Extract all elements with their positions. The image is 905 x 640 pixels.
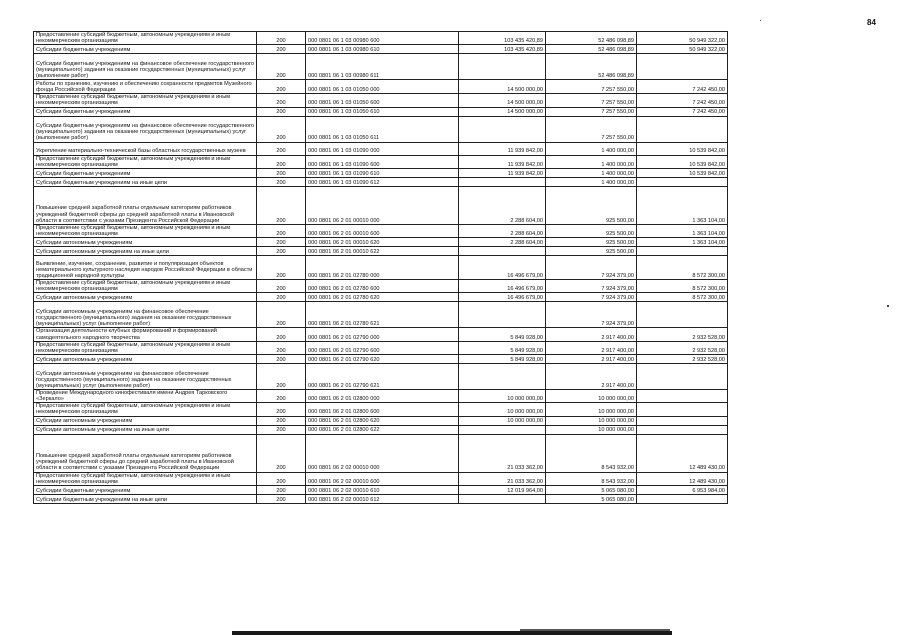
cell-v2: 7 257 550,00 xyxy=(546,116,637,142)
table-row xyxy=(34,32,728,45)
cell-code: 200 xyxy=(257,177,306,186)
cell-kcsr: 000 0801 06 2 01 02780 600 xyxy=(306,280,459,293)
table-row xyxy=(34,116,728,142)
cell-name: Субсидии бюджетным учреждениям xyxy=(34,168,257,177)
cell-v3: 50 949 322,00 xyxy=(637,45,728,54)
cell-v3: 1 363 104,00 xyxy=(637,224,728,237)
cell-v2: 1 400 000,00 xyxy=(546,142,637,155)
table-row xyxy=(34,247,728,256)
cell-name: Предоставление субсидий бюджетным, автономным учреждениям и иным некоммерческим организациям xyxy=(34,32,257,45)
scan-edge-bar xyxy=(232,631,672,635)
cell-name: Предоставление субсидий бюджетным, автономным учреждениям и иным некоммерческим организациям xyxy=(34,472,257,485)
cell-v2: 1 400 000,00 xyxy=(546,168,637,177)
cell-code: 200 xyxy=(257,238,306,247)
cell-code: 200 xyxy=(257,485,306,494)
cell-v3: 12 489 430,00 xyxy=(637,472,728,485)
cell-kcsr: 000 0801 06 2 01 00010 600 xyxy=(306,224,459,237)
cell-name: Субсидии автономным учреждениям на финансовое обеспечение государственного (муниципального) задания на оказание государственных (муниципальных) услуг (выполнение работ) xyxy=(34,363,257,389)
cell-v3: 2 932 528,00 xyxy=(637,341,728,354)
cell-v1: 11 939 842,00 xyxy=(459,142,546,155)
cell-v1: 16 496 679,00 xyxy=(459,280,546,293)
cell-v3 xyxy=(637,494,728,503)
cell-v2: 925 500,00 xyxy=(546,238,637,247)
cell-v2: 7 257 550,00 xyxy=(546,94,637,107)
cell-v2: 925 500,00 xyxy=(546,186,637,224)
cell-name: Повышение средней заработной платы отдельным категориям работников учреждений бюджетной сферы до средней заработной платы в Ивановской области в соответствии с указами Президента Российской Федерации xyxy=(34,186,257,224)
cell-code: 200 xyxy=(257,186,306,224)
cell-v1: 5 849 928,00 xyxy=(459,341,546,354)
cell-kcsr: 000 0801 06 2 01 02800 000 xyxy=(306,389,459,402)
cell-code: 200 xyxy=(257,45,306,54)
cell-v3: 10 539 842,00 xyxy=(637,168,728,177)
cell-v3 xyxy=(637,247,728,256)
cell-v3: 10 539 842,00 xyxy=(637,142,728,155)
cell-v3 xyxy=(637,425,728,434)
cell-kcsr: 000 0801 06 1 03 01090 000 xyxy=(306,142,459,155)
cell-name: Повышение средней заработной платы отдельным категориям работников учреждений бюджетной сферы до средней заработной платы в Ивановской области в соответствии с указами Президента Российской Федерации xyxy=(34,434,257,472)
cell-code: 200 xyxy=(257,224,306,237)
cell-v2: 1 400 000,00 xyxy=(546,155,637,168)
cell-v1: 5 849 928,00 xyxy=(459,354,546,363)
cell-kcsr: 000 0801 06 1 03 01090 612 xyxy=(306,177,459,186)
cell-v1: 2 288 604,00 xyxy=(459,238,546,247)
cell-v3: 2 932 528,00 xyxy=(637,354,728,363)
cell-v3: 6 953 984,00 xyxy=(637,485,728,494)
cell-kcsr: 000 0801 06 2 02 00010 600 xyxy=(306,472,459,485)
cell-v3: 1 363 104,00 xyxy=(637,238,728,247)
cell-kcsr: 000 0801 06 2 02 00010 612 xyxy=(306,494,459,503)
table-row xyxy=(34,328,728,341)
cell-name: Предоставление субсидий бюджетным, автономным учреждениям и иным некоммерческим организациям xyxy=(34,341,257,354)
cell-v3: 50 949 322,00 xyxy=(637,32,728,45)
cell-code: 200 xyxy=(257,293,306,302)
cell-v1: 14 500 000,00 xyxy=(459,80,546,94)
cell-v3: 8 572 300,00 xyxy=(637,293,728,302)
cell-v2: 5 065 080,00 xyxy=(546,485,637,494)
cell-name: Предоставление субсидий бюджетным, автономным учреждениям и иным некоммерческим организациям xyxy=(34,224,257,237)
cell-name: Субсидии бюджетным учреждениям на иные цели xyxy=(34,494,257,503)
cell-v3: 8 572 300,00 xyxy=(637,280,728,293)
cell-v1: 11 939 842,00 xyxy=(459,168,546,177)
scan-speck xyxy=(887,305,889,307)
table-row xyxy=(34,472,728,485)
cell-v2: 2 917 400,00 xyxy=(546,341,637,354)
cell-kcsr: 000 0801 06 2 02 00010 610 xyxy=(306,485,459,494)
cell-name: Работы по хранению, изучению и обеспечению сохранности предметов Музейного фонда Российской Федерации xyxy=(34,80,257,94)
cell-code: 200 xyxy=(257,403,306,416)
table-row xyxy=(34,434,728,472)
cell-v2: 7 257 550,00 xyxy=(546,80,637,94)
cell-name: Проведение Международного кинофестиваля имени Андрея Тарковского «Зеркало» xyxy=(34,389,257,402)
cell-name: Предоставление субсидий бюджетным, автономным учреждениям и иным некоммерческим организациям xyxy=(34,280,257,293)
scan-speck xyxy=(760,20,761,21)
table-row xyxy=(34,224,728,237)
cell-name: Субсидии автономным учреждениям на иные цели xyxy=(34,247,257,256)
cell-kcsr: 000 0801 06 1 03 01050 610 xyxy=(306,107,459,116)
cell-code: 200 xyxy=(257,302,306,328)
cell-v1: 10 000 000,00 xyxy=(459,416,546,425)
table-row xyxy=(34,302,728,328)
cell-code: 200 xyxy=(257,416,306,425)
cell-v1: 21 033 362,00 xyxy=(459,434,546,472)
cell-v2: 8 543 932,00 xyxy=(546,472,637,485)
page-number: 84 xyxy=(867,18,876,27)
cell-kcsr: 000 0801 06 1 03 01050 611 xyxy=(306,116,459,142)
cell-v3: 7 242 450,00 xyxy=(637,107,728,116)
cell-v1: 10 000 000,00 xyxy=(459,389,546,402)
cell-kcsr: 000 0801 06 2 01 02790 621 xyxy=(306,363,459,389)
cell-v1: 103 435 420,89 xyxy=(459,45,546,54)
cell-v1 xyxy=(459,302,546,328)
cell-v2: 925 500,00 xyxy=(546,247,637,256)
cell-v1 xyxy=(459,247,546,256)
cell-name: Субсидии автономным учреждениям xyxy=(34,416,257,425)
cell-code: 200 xyxy=(257,328,306,341)
table-row xyxy=(34,354,728,363)
table-row xyxy=(34,45,728,54)
cell-name: Субсидии автономным учреждениям на финансовое обеспечение государственного (муниципального) задания на оказание государственных (муниципальных) услуг (выполнение работ) xyxy=(34,302,257,328)
cell-kcsr: 000 0801 06 2 01 02780 620 xyxy=(306,293,459,302)
cell-v1: 5 849 928,00 xyxy=(459,328,546,341)
cell-v2: 8 543 932,00 xyxy=(546,434,637,472)
cell-v2: 2 917 400,00 xyxy=(546,354,637,363)
cell-name: Субсидии бюджетным учреждениям на финансовое обеспечение государственного (муниципального) задания на оказание государственных (муниципальных) услуг (выполнение работ) xyxy=(34,54,257,80)
cell-v2: 52 486 098,89 xyxy=(546,45,637,54)
cell-v1 xyxy=(459,425,546,434)
cell-v2: 10 000 000,00 xyxy=(546,403,637,416)
table-row xyxy=(34,186,728,224)
cell-name: Субсидии автономным учреждениям xyxy=(34,293,257,302)
budget-table xyxy=(33,31,728,504)
cell-v3 xyxy=(637,363,728,389)
table-row xyxy=(34,485,728,494)
cell-code: 200 xyxy=(257,54,306,80)
table-row xyxy=(34,363,728,389)
cell-kcsr: 000 0801 06 2 01 02790 620 xyxy=(306,354,459,363)
cell-code: 200 xyxy=(257,80,306,94)
cell-name: Субсидии бюджетным учреждениям на иные цели xyxy=(34,177,257,186)
table-row xyxy=(34,142,728,155)
cell-v2: 7 924 379,00 xyxy=(546,302,637,328)
cell-code: 200 xyxy=(257,168,306,177)
table-row xyxy=(34,494,728,503)
cell-v3: 1 363 104,00 xyxy=(637,186,728,224)
scan-edge-bar-thin xyxy=(520,629,670,631)
cell-code: 200 xyxy=(257,256,306,280)
cell-kcsr: 000 0801 06 2 01 00010 000 xyxy=(306,186,459,224)
cell-v2: 7 924 379,00 xyxy=(546,280,637,293)
cell-code: 200 xyxy=(257,494,306,503)
cell-v2: 10 000 000,00 xyxy=(546,416,637,425)
table-row xyxy=(34,80,728,94)
cell-kcsr: 000 0801 06 1 03 01050 000 xyxy=(306,80,459,94)
cell-v3: 10 539 842,00 xyxy=(637,155,728,168)
table-row xyxy=(34,389,728,402)
cell-v2: 2 917 400,00 xyxy=(546,328,637,341)
cell-kcsr: 000 0801 06 1 03 01050 600 xyxy=(306,94,459,107)
cell-v2: 1 400 000,00 xyxy=(546,177,637,186)
cell-kcsr: 000 0801 06 2 01 00010 620 xyxy=(306,238,459,247)
cell-name: Субсидии бюджетным учреждениям xyxy=(34,107,257,116)
cell-kcsr: 000 0801 06 2 01 02780 621 xyxy=(306,302,459,328)
cell-v2: 10 000 000,00 xyxy=(546,389,637,402)
cell-code: 200 xyxy=(257,94,306,107)
table-row xyxy=(34,403,728,416)
cell-v3 xyxy=(637,302,728,328)
cell-v2: 7 924 379,00 xyxy=(546,293,637,302)
cell-kcsr: 000 0801 06 1 03 00980 610 xyxy=(306,45,459,54)
cell-v3 xyxy=(637,54,728,80)
cell-name: Предоставление субсидий бюджетным, автономным учреждениям и иным некоммерческим организациям xyxy=(34,155,257,168)
cell-v1 xyxy=(459,54,546,80)
cell-v1 xyxy=(459,177,546,186)
cell-v2: 52 486 098,89 xyxy=(546,32,637,45)
cell-v1: 103 435 420,89 xyxy=(459,32,546,45)
cell-v2: 7 924 379,00 xyxy=(546,256,637,280)
cell-code: 200 xyxy=(257,472,306,485)
table-row xyxy=(34,177,728,186)
cell-kcsr: 000 0801 06 2 01 02790 600 xyxy=(306,341,459,354)
cell-v3 xyxy=(637,116,728,142)
cell-v1: 11 939 842,00 xyxy=(459,155,546,168)
cell-code: 200 xyxy=(257,116,306,142)
cell-kcsr: 000 0801 06 2 01 02800 600 xyxy=(306,403,459,416)
table-row xyxy=(34,94,728,107)
cell-code: 200 xyxy=(257,142,306,155)
cell-code: 200 xyxy=(257,434,306,472)
cell-kcsr: 000 0801 06 1 03 01090 610 xyxy=(306,168,459,177)
table-row xyxy=(34,341,728,354)
cell-v1: 16 496 679,00 xyxy=(459,293,546,302)
cell-v1 xyxy=(459,363,546,389)
cell-name: Субсидии автономным учреждениям xyxy=(34,238,257,247)
cell-code: 200 xyxy=(257,32,306,45)
cell-name: Организация деятельности клубных формирований и формирований самодеятельного народного творчества xyxy=(34,328,257,341)
cell-v1: 14 500 000,00 xyxy=(459,107,546,116)
table-row xyxy=(34,168,728,177)
table-row xyxy=(34,416,728,425)
cell-v1: 12 019 964,00 xyxy=(459,485,546,494)
cell-kcsr: 000 0801 06 2 01 02790 000 xyxy=(306,328,459,341)
cell-v1: 21 033 362,00 xyxy=(459,472,546,485)
cell-v3: 8 572 300,00 xyxy=(637,256,728,280)
cell-name: Субсидии бюджетным учреждениям на финансовое обеспечение государственного (муниципального) задания на оказание государственных (муниципальных) услуг (выполнение работ) xyxy=(34,116,257,142)
cell-v3: 7 242 450,00 xyxy=(637,94,728,107)
cell-kcsr: 000 0801 06 2 01 02800 622 xyxy=(306,425,459,434)
table-row xyxy=(34,155,728,168)
cell-v1 xyxy=(459,494,546,503)
cell-code: 200 xyxy=(257,155,306,168)
cell-name: Субсидии бюджетным учреждениям xyxy=(34,485,257,494)
cell-v2: 5 065 080,00 xyxy=(546,494,637,503)
cell-v3: 12 489 430,00 xyxy=(637,434,728,472)
cell-code: 200 xyxy=(257,280,306,293)
cell-kcsr: 000 0801 06 1 03 00980 611 xyxy=(306,54,459,80)
cell-v3 xyxy=(637,389,728,402)
cell-kcsr: 000 0801 06 2 01 00010 622 xyxy=(306,247,459,256)
cell-name: Укрепление материально-технической базы областных государственных музеев xyxy=(34,142,257,155)
cell-v3 xyxy=(637,416,728,425)
cell-v3 xyxy=(637,177,728,186)
cell-name: Предоставление субсидий бюджетным, автономным учреждениям и иным некоммерческим организациям xyxy=(34,94,257,107)
cell-v2: 10 000 000,00 xyxy=(546,425,637,434)
cell-code: 200 xyxy=(257,247,306,256)
cell-code: 200 xyxy=(257,363,306,389)
cell-kcsr: 000 0801 06 1 03 01090 600 xyxy=(306,155,459,168)
table-row xyxy=(34,238,728,247)
cell-name: Субсидии бюджетным учреждениям xyxy=(34,45,257,54)
cell-v3: 2 932 528,00 xyxy=(637,328,728,341)
cell-v1: 14 500 000,00 xyxy=(459,94,546,107)
table-row xyxy=(34,107,728,116)
cell-v1: 2 288 604,00 xyxy=(459,224,546,237)
cell-v2: 925 500,00 xyxy=(546,224,637,237)
table-row xyxy=(34,256,728,280)
cell-v3 xyxy=(637,403,728,416)
cell-name: Субсидии автономным учреждениям xyxy=(34,354,257,363)
cell-kcsr: 000 0801 06 2 02 00010 000 xyxy=(306,434,459,472)
cell-kcsr: 000 0801 06 1 03 00980 600 xyxy=(306,32,459,45)
cell-name: Предоставление субсидий бюджетным, автономным учреждениям и иным некоммерческим организациям xyxy=(34,403,257,416)
cell-v1: 2 288 604,00 xyxy=(459,186,546,224)
cell-kcsr: 000 0801 06 2 01 02780 000 xyxy=(306,256,459,280)
table-row xyxy=(34,425,728,434)
cell-kcsr: 000 0801 06 2 01 02800 620 xyxy=(306,416,459,425)
table-row xyxy=(34,280,728,293)
cell-code: 200 xyxy=(257,354,306,363)
budget-table-body xyxy=(34,32,728,504)
cell-code: 200 xyxy=(257,425,306,434)
cell-v2: 52 486 098,89 xyxy=(546,54,637,80)
cell-v1: 10 000 000,00 xyxy=(459,403,546,416)
cell-code: 200 xyxy=(257,341,306,354)
cell-name: Субсидии автономным учреждениям на иные цели xyxy=(34,425,257,434)
table-row xyxy=(34,54,728,80)
cell-v1: 16 496 679,00 xyxy=(459,256,546,280)
cell-code: 200 xyxy=(257,107,306,116)
cell-name: Выявление, изучение, сохранение, развитие и популяризация объектов нематериального культурного наследия народов Российской Федерации в области традиционной народной культуры xyxy=(34,256,257,280)
cell-v2: 7 257 550,00 xyxy=(546,107,637,116)
cell-v2: 2 917 400,00 xyxy=(546,363,637,389)
cell-code: 200 xyxy=(257,389,306,402)
cell-v3: 7 242 450,00 xyxy=(637,80,728,94)
cell-v1 xyxy=(459,116,546,142)
table-row xyxy=(34,293,728,302)
